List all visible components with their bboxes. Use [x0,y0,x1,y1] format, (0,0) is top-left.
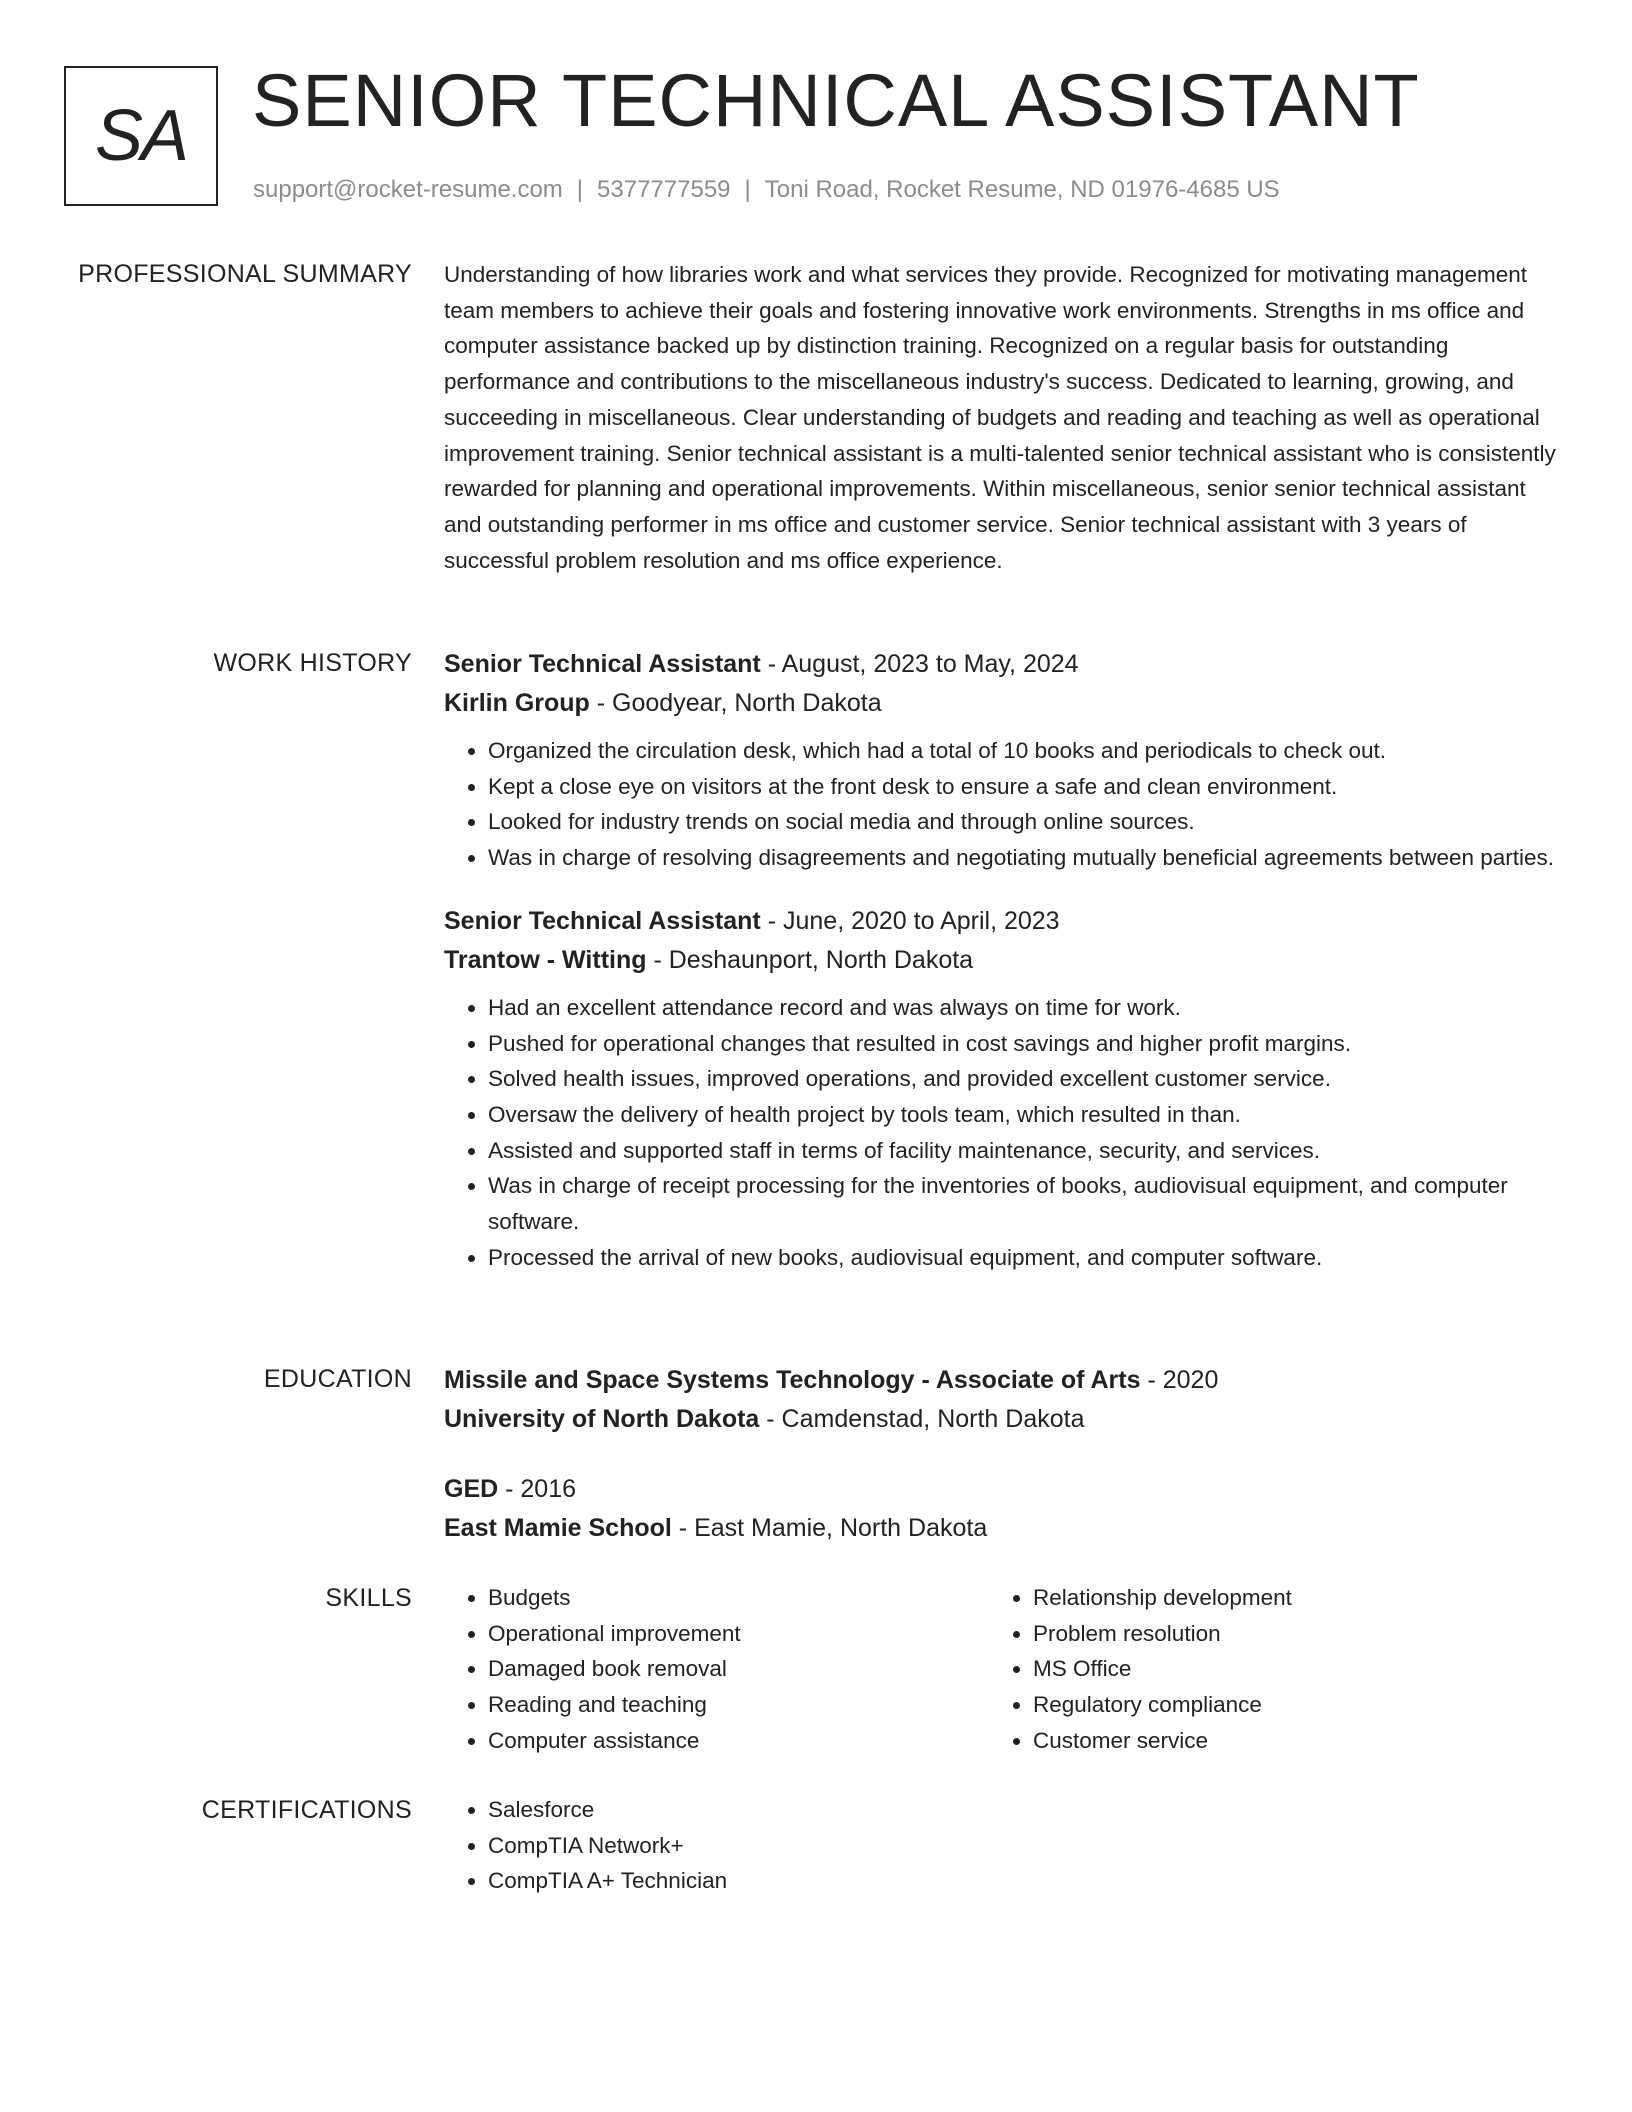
skills-columns [444,1580,1559,1759]
certification-item: • CompTIA Network+ [488,1828,1559,1864]
section-label-work-history: WORK HISTORY [213,649,412,677]
degree-year: - 2020 [1140,1366,1219,1394]
skill-item: • Regulatory compliance [1033,1687,1533,1723]
degree-line [444,1470,1559,1509]
contact-phone: 5377777559 [597,176,731,203]
job-location: - Deshaunport, North Dakota [646,945,974,974]
degree-year: - 2016 [498,1475,577,1503]
job-bullet: • Oversaw the delivery of health project by tools team, which resulted in than. [488,1097,1559,1133]
skill-item: • Relationship development [1033,1580,1533,1616]
job-bullets [444,990,1559,1276]
resume-title: SENIOR TECHNICAL ASSISTANT [252,59,1420,142]
education-entry [444,1470,1559,1548]
skill-item: • Budgets [488,1580,988,1616]
skill-item: • Customer service [1033,1723,1533,1759]
certifications-list [444,1792,1559,1899]
certification-item: • Salesforce [488,1792,1559,1828]
section-label-summary: PROFESSIONAL SUMMARY [78,260,412,288]
job-title: Senior Technical Assistant [444,906,761,935]
job-bullet: • Solved health issues, improved operations, and provided excellent customer service. [488,1061,1559,1097]
school-line [444,1400,1559,1439]
degree: Missile and Space Systems Technology - Associate of Arts [444,1366,1141,1394]
section-label-skills: SKILLS [325,1584,412,1612]
school: University of North Dakota [444,1405,760,1433]
job-bullet: • Kept a close eye on visitors at the front desk to ensure a safe and clean environment. [488,769,1559,805]
job-entry [444,645,1559,876]
job-dates: - August, 2023 to May, 2024 [760,650,1079,678]
skills-list-left [444,1580,988,1759]
job-bullet: • Assisted and supported staff in terms of facility maintenance, security, and services. [488,1133,1559,1169]
skill-item: • Reading and teaching [488,1687,988,1723]
job-dates: - June, 2020 to April, 2023 [760,906,1060,935]
job-company-line [444,941,1559,980]
job-bullet: • Pushed for operational changes that resulted in cost savings and higher profit margins. [488,1026,1559,1062]
school-location: - Camdenstad, North Dakota [759,1405,1085,1433]
job-company: Trantow - Witting [444,945,647,974]
contact-email: support@rocket-resume.com [253,176,563,203]
section-label-education: EDUCATION [263,1365,412,1393]
contact-separator: | [576,176,584,203]
skill-item: • Damaged book removal [488,1651,988,1687]
job-title-line [444,645,1559,684]
job-entry [444,902,1559,1276]
degree: GED [444,1475,499,1503]
skill-item: • Problem resolution [1033,1616,1533,1652]
summary-text: Understanding of how libraries work and what services they provide. Recognized for motivating management team members to achieve their goals and fostering innovative work environments. Strengths in ms office and computer assistance backed up by distinction training. Recognized on a regular basis for outstanding performance and contributions to the miscellaneous industry's success. Dedicated to learning, growing, and succeeding in miscellaneous. Clear understanding of budgets and reading and teaching as well as operational improvement training. Senior technical assistant is a multi-talented senior technical assistant who is consistently rewarded for planning and operational improvements. Within miscellaneous, senior senior technical assistant and outstanding performer in ms office and customer service. Senior technical assistant with 3 years of successful problem resolution and ms office experience. [444,262,1556,573]
education-entry [444,1361,1559,1439]
job-title: Senior Technical Assistant [444,650,761,678]
job-location: - Goodyear, North Dakota [589,689,882,717]
contact-separator: | [744,176,751,203]
contact-address: Toni Road, Rocket Resume, ND 01976-4685 US [764,176,1280,203]
job-bullets [444,733,1559,876]
section-label-certifications: CERTIFICATIONS [201,1796,412,1824]
school: East Mamie School [444,1514,672,1542]
job-bullet: • Organized the circulation desk, which had a total of 10 books and periodicals to check out. [488,733,1559,769]
job-bullet: • Was in charge of receipt processing for the inventories of books, audiovisual equipment, and computer software. [488,1168,1559,1239]
job-title-line [444,902,1559,941]
school-line [444,1509,1559,1548]
job-bullet: • Had an excellent attendance record and was always on time for work. [488,990,1559,1026]
job-bullet: • Processed the arrival of new books, audiovisual equipment, and computer software. [488,1240,1559,1276]
degree-line [444,1361,1559,1400]
job-bullet: • Was in charge of resolving disagreements and negotiating mutually beneficial agreements between parties. [488,840,1559,876]
contact-line [253,172,1280,208]
skills-list-right [989,1580,1533,1759]
skill-item: • MS Office [1033,1651,1533,1687]
job-company-line [444,684,1559,723]
skill-item: • Operational improvement [488,1616,988,1652]
certification-item: • CompTIA A+ Technician [488,1863,1559,1899]
skill-item: • Computer assistance [488,1723,988,1759]
job-company: Kirlin Group [444,689,590,717]
monogram: SA [64,66,218,206]
school-location: - East Mamie, North Dakota [671,1514,988,1542]
job-bullet: • Looked for industry trends on social media and through online sources. [488,804,1559,840]
